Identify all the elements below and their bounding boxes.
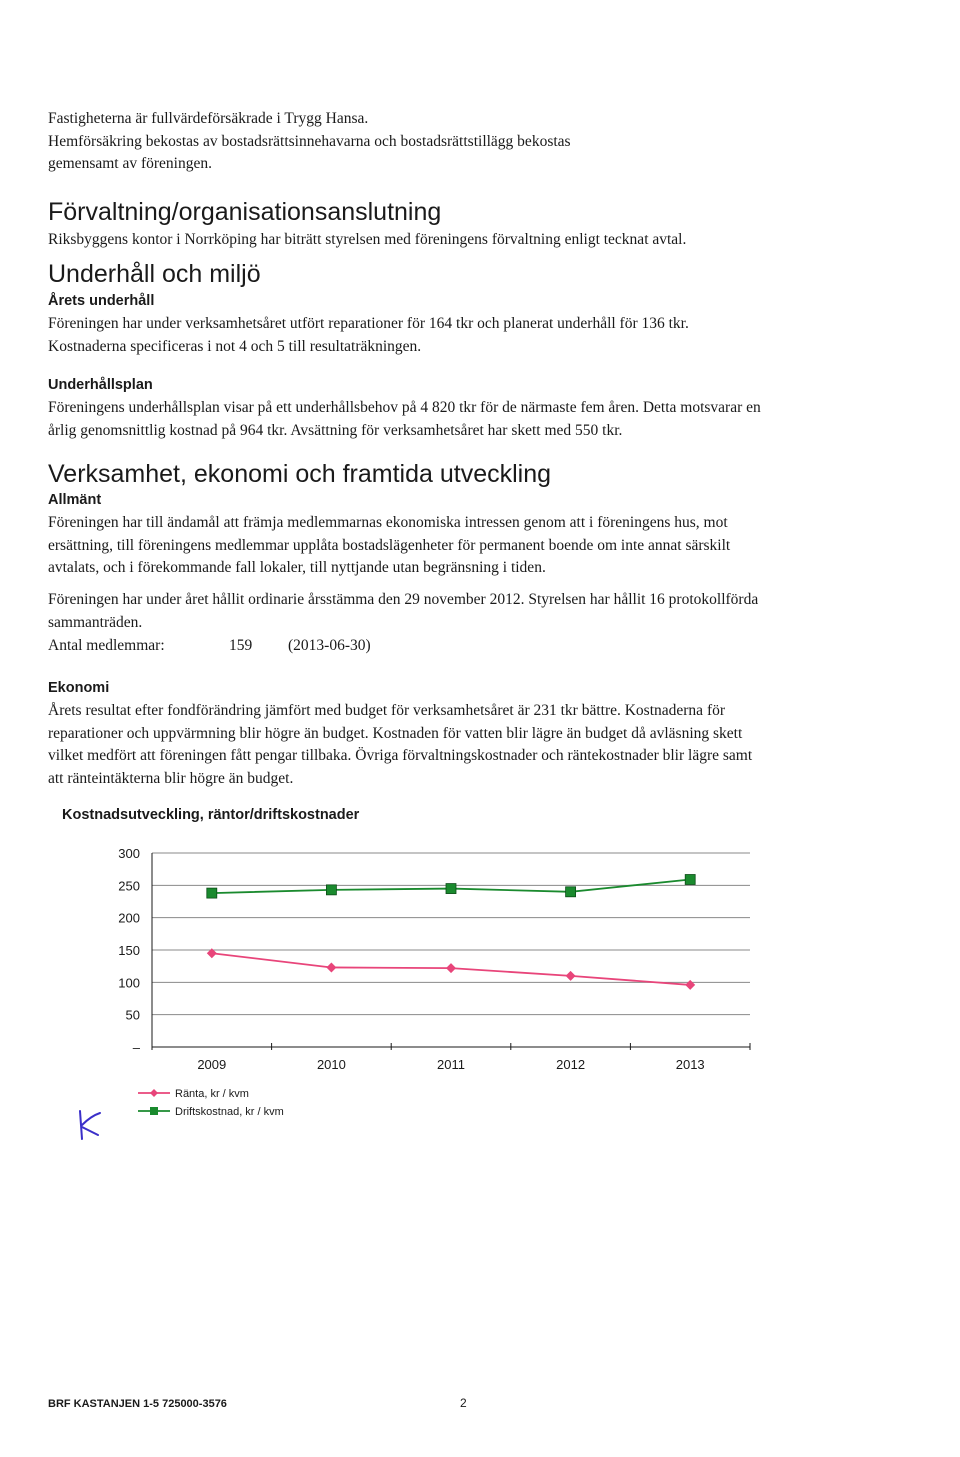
maintenance-plan-paragraph — [48, 397, 868, 442]
general-paragraph — [48, 512, 868, 580]
paragraph-line: Föreningen har till ändamål att främja medlemmarnas ekonomiska intressen genom att i föreningens hus, mot — [48, 514, 728, 531]
management-text: Riksbyggens kontor i Norrköping har biträtt styrelsen med föreningens förvaltning enligt tecknat avtal. — [48, 231, 687, 248]
insurance-line: Fastigheterna är fullvärdeförsäkrade i Trygg Hansa. — [48, 110, 369, 127]
members-count: 159 — [229, 637, 253, 654]
paragraph-line: Föreningen har under verksamhetsåret utfört reparationer för 164 tkr och planerat underhåll för 136 tkr. — [48, 315, 689, 332]
x-tick-label: 2009 — [197, 1057, 227, 1072]
economy-subheading: Ekonomi — [48, 680, 110, 696]
paragraph-line: sammanträden. — [48, 613, 143, 631]
y-tick-label: 150 — [118, 943, 140, 958]
data-point-square — [446, 884, 456, 894]
page-number: 2 — [460, 1396, 467, 1410]
y-tick-label: – — [132, 1040, 140, 1055]
data-point-diamond — [446, 963, 456, 973]
legend-marker — [150, 1107, 158, 1115]
paragraph-line: avtalats, och i förekommande fall lokaler, till nyttjande utan begränsning i tiden. — [48, 559, 546, 576]
y-tick-label: 300 — [118, 846, 140, 861]
data-point-diamond — [326, 962, 336, 972]
x-tick-label: 2010 — [316, 1057, 346, 1072]
data-point-diamond — [566, 971, 576, 981]
footer-company-id: BRF KASTANJEN 1-5 725000-3576 — [48, 1398, 227, 1410]
legend-label: Driftskostnad, kr / kvm — [175, 1106, 284, 1118]
paragraph-line: att ränteintäkterna blir högre än budget. — [48, 769, 294, 787]
members-row — [48, 635, 448, 659]
economy-paragraph — [48, 700, 868, 790]
paragraph-line: Föreningen har under året hållit ordinarie årsstämma den 29 november 2012. Styrelsen har hållit 16 protokollförda — [48, 591, 759, 608]
y-tick-label: 250 — [118, 878, 140, 894]
data-point-square — [685, 875, 695, 885]
insurance-line: Hemförsäkring bekostas av bostadsrättsinnehavarna och bostadsrättstillägg bekostas — [48, 132, 571, 150]
data-point-square — [207, 888, 217, 898]
year-maintenance-subheading: Årets underhåll — [48, 293, 155, 309]
management-heading: Förvaltning/organisationsanslutning — [48, 198, 442, 226]
maintenance-plan-subheading: Underhållsplan — [48, 377, 153, 393]
operations-heading: Verksamhet, ekonomi och framtida utveckling — [48, 460, 552, 488]
members-date: (2013-06-30) — [288, 637, 371, 654]
data-point-diamond — [685, 980, 695, 990]
members-label: Antal medlemmar: — [48, 637, 165, 654]
meeting-paragraph — [48, 589, 868, 634]
legend-marker — [150, 1089, 158, 1097]
paragraph-line: Föreningens underhållsplan visar på ett underhållsbehov på 4 820 tkr för de närmaste fem åren. Detta motsvarar en — [48, 399, 761, 416]
handwritten-initial — [72, 1105, 112, 1145]
cost-development-chart — [0, 835, 960, 1135]
x-tick-label: 2013 — [675, 1057, 705, 1072]
chart-title: Kostnadsutveckling, räntor/driftskostnader — [62, 807, 360, 823]
insurance-paragraph — [48, 108, 868, 176]
x-tick-label: 2012 — [556, 1057, 586, 1072]
x-tick-label: 2011 — [437, 1057, 465, 1072]
general-subheading: Allmänt — [48, 492, 102, 508]
year-maintenance-paragraph — [48, 313, 868, 358]
paragraph-line: reparationer och uppvärmning blir högre än budget. Kostnaden för vatten blir lägre än budget då avläsning skett — [48, 724, 743, 742]
paragraph-line: ersättning, till föreningens medlemmar upplåta bostadslägenheter för permanent boende om inte annat särskilt — [48, 536, 731, 554]
data-point-square — [326, 885, 336, 895]
y-tick-label: 50 — [125, 1007, 140, 1023]
paragraph-line: årlig genomsnittlig kostnad på 964 tkr. Avsättning för verksamhetsåret har skett med 550 tkr. — [48, 421, 623, 439]
y-tick-label: 200 — [118, 910, 140, 926]
insurance-line: gemensamt av föreningen. — [48, 155, 212, 172]
maintenance-heading: Underhåll och miljö — [48, 260, 261, 288]
paragraph-line: vilket medfört att föreningen fått pengar tillbaka. Övriga förvaltningskostnader och räntekostnader blir lägre samt — [48, 747, 753, 764]
paragraph-line: Årets resultat efter fondförändring jämfört med budget för verksamhetsåret är 231 tkr bättre. Kostnaderna för — [48, 702, 726, 719]
legend-label: Ränta, kr / kvm — [175, 1088, 249, 1100]
data-point-square — [566, 887, 576, 897]
paragraph-line: Kostnaderna specificeras i not 4 och 5 till resultaträkningen. — [48, 337, 422, 355]
y-tick-label: 100 — [118, 975, 140, 991]
